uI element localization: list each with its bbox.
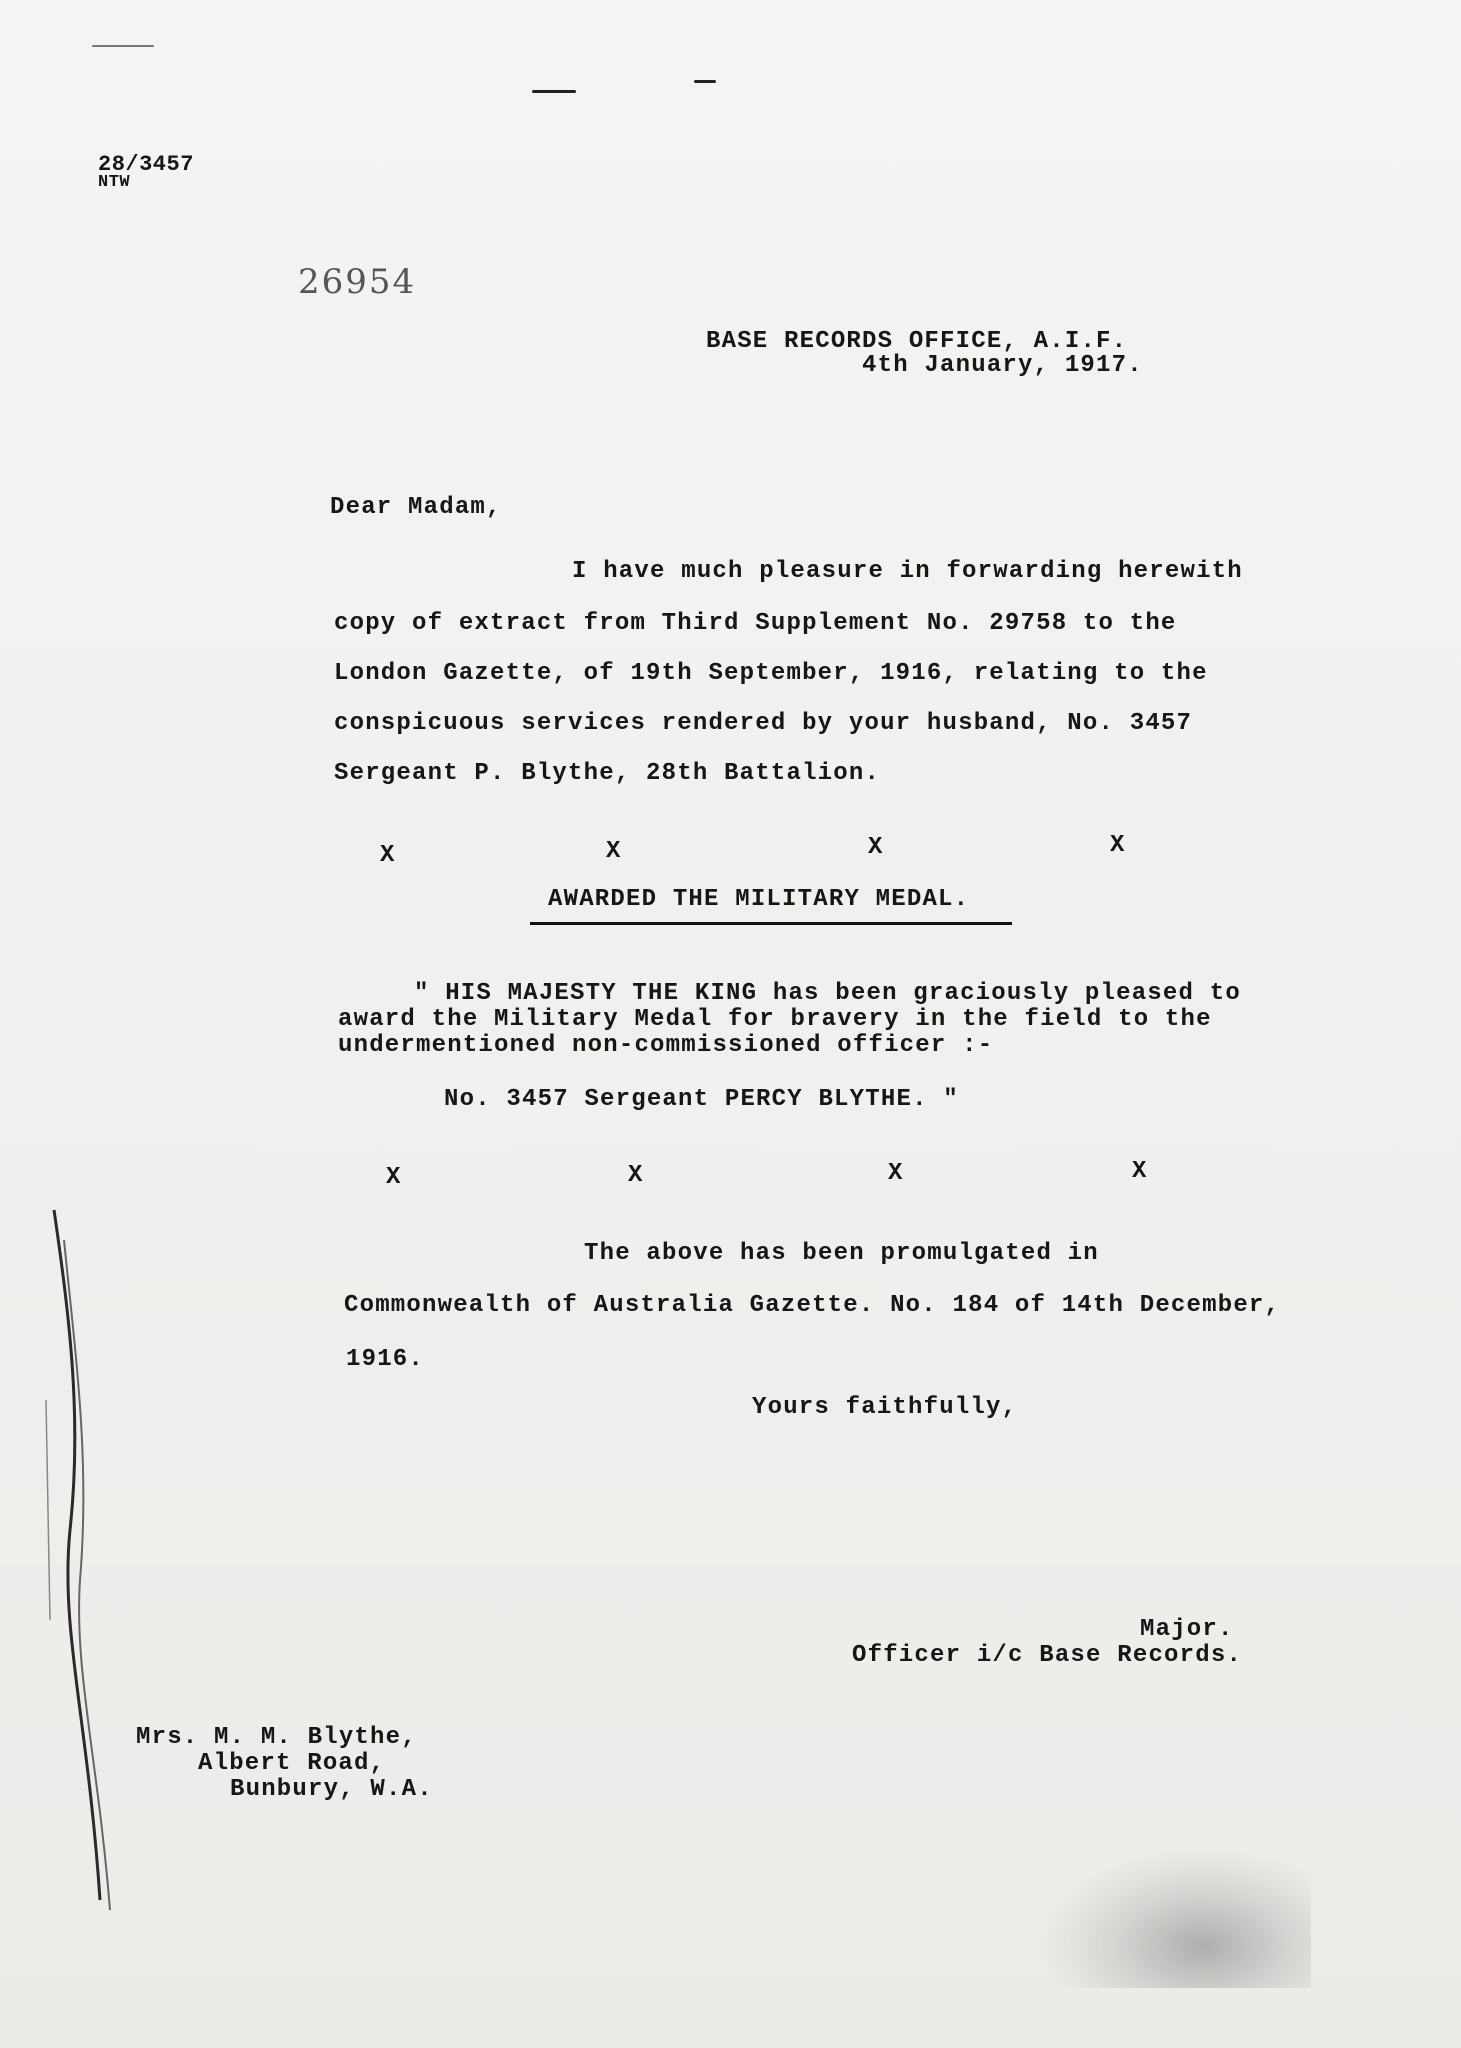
- body-line: Sergeant P. Blythe, 28th Battalion.: [334, 760, 881, 787]
- top-mark-3: [92, 45, 154, 47]
- addressee-line: Mrs. M. M. Blythe,: [136, 1724, 417, 1751]
- signatory-title: Officer i/c Base Records.: [852, 1642, 1243, 1669]
- body-line: copy of extract from Third Supplement No. 29758 to the: [334, 610, 1177, 637]
- citation-line: undermentioned non-commissioned officer :-: [338, 1032, 994, 1059]
- binding-artifact: [40, 1200, 130, 1920]
- closing: Yours faithfully,: [752, 1394, 1018, 1421]
- top-mark-2: [694, 80, 716, 83]
- separator-mark: X: [606, 838, 621, 865]
- separator-mark: X: [1110, 832, 1125, 859]
- salutation: Dear Madam,: [330, 494, 502, 521]
- signatory-rank: Major.: [1140, 1616, 1234, 1643]
- stamp-number: 26954: [298, 262, 417, 302]
- file-reference: 28/3457 NTW: [98, 152, 194, 192]
- addressee-line: Bunbury, W.A.: [230, 1776, 433, 1803]
- separator-mark: X: [628, 1162, 643, 1189]
- promulgation-line: The above has been promulgated in: [584, 1240, 1099, 1267]
- body-line: I have much pleasure in forwarding herewith: [572, 558, 1243, 585]
- addressee-line: Albert Road,: [198, 1750, 386, 1777]
- separator-mark: X: [1132, 1158, 1147, 1185]
- letterhead: BASE RECORDS OFFICE, A.I.F.: [706, 328, 1128, 355]
- citation-line: " HIS MAJESTY THE KING has been graciously pleased to: [414, 980, 1241, 1007]
- promulgation-line: Commonwealth of Australia Gazette. No. 184 of 14th December,: [344, 1292, 1281, 1319]
- top-mark-1: [532, 90, 576, 93]
- promulgation-line: 1916.: [346, 1346, 425, 1373]
- separator-mark: X: [386, 1164, 401, 1191]
- separator-mark: X: [380, 842, 395, 869]
- award-heading: AWARDED THE MILITARY MEDAL.: [548, 886, 970, 913]
- letter-date: 4th January, 1917.: [862, 352, 1143, 379]
- citation-name: No. 3457 Sergeant PERCY BLYTHE. ": [444, 1086, 959, 1113]
- citation-line: award the Military Medal for bravery in the field to the: [338, 1006, 1212, 1033]
- heading-underline: [530, 922, 1012, 925]
- body-line: London Gazette, of 19th September, 1916, relating to the: [334, 660, 1208, 687]
- separator-mark: X: [888, 1160, 903, 1187]
- separator-mark: X: [868, 834, 883, 861]
- scan-smudge: [1041, 1848, 1311, 1988]
- body-line: conspicuous services rendered by your husband, No. 3457: [334, 710, 1193, 737]
